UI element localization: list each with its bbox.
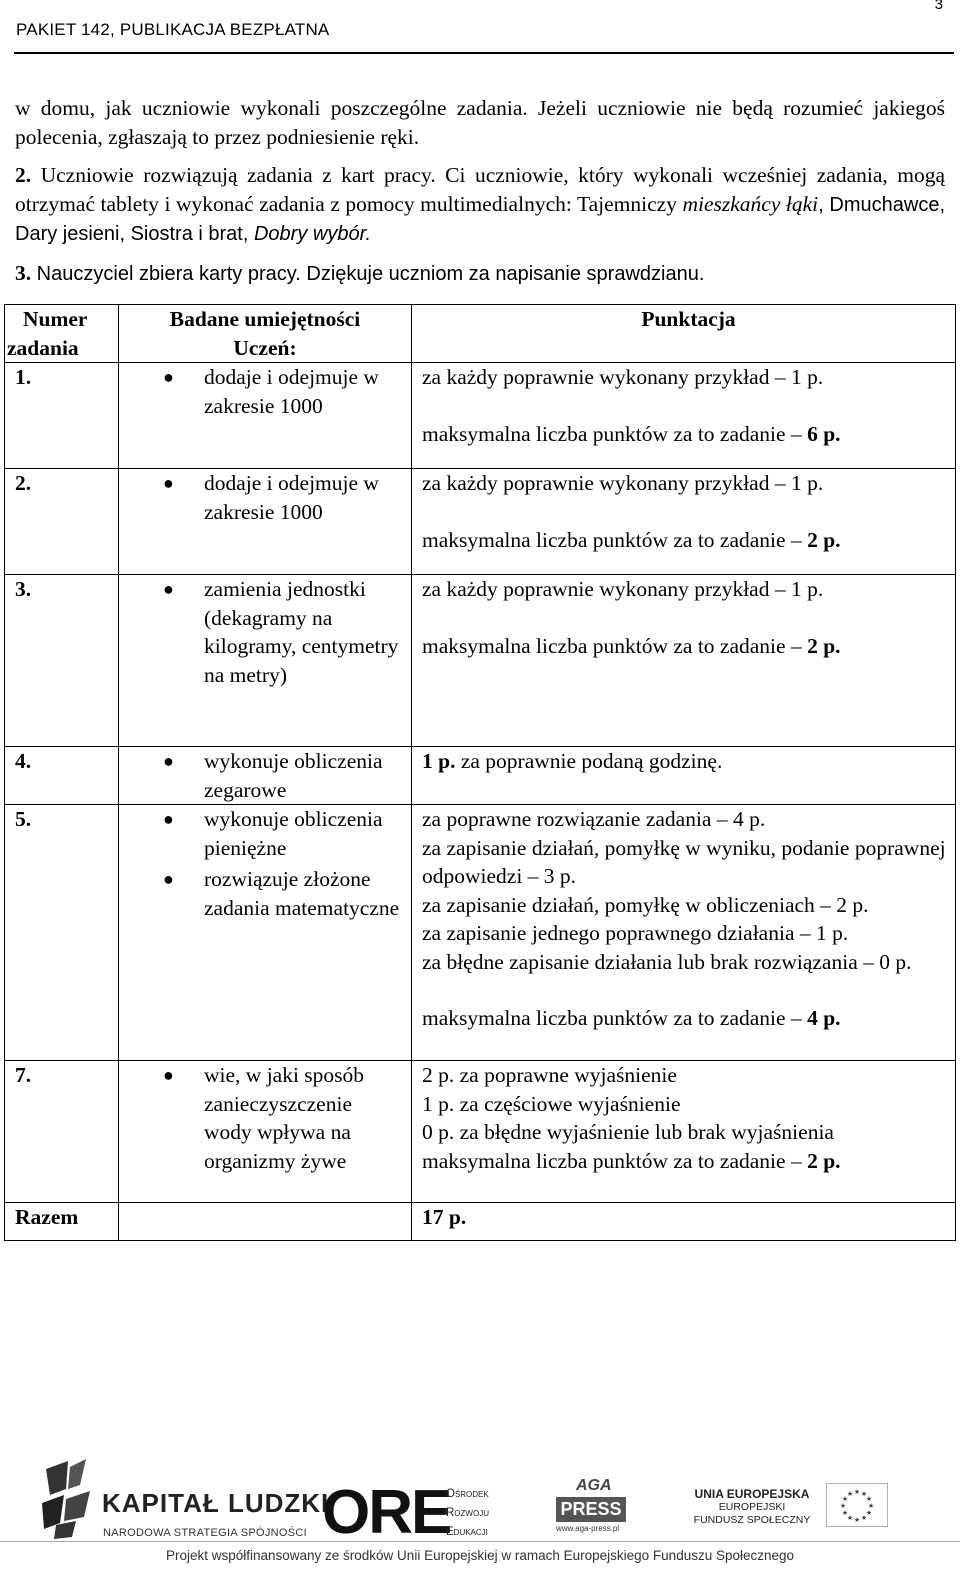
points-max xyxy=(422,526,955,555)
points-cell xyxy=(412,469,956,575)
svg-text:★: ★ xyxy=(860,1490,868,1498)
eu-text-line3: FUNDUSZ SPOŁECZNY xyxy=(693,1514,811,1526)
points-line: za poprawnie podaną godzinę. xyxy=(455,749,723,773)
max-value: 2 p. xyxy=(807,633,841,658)
aga-logo-box: PRESS xyxy=(556,1497,626,1522)
header-skills-line2: Uczeń: xyxy=(233,335,297,360)
aga-press-logo xyxy=(556,1477,632,1549)
max-value: 2 p. xyxy=(807,1148,841,1173)
points-line: za poprawne rozwiązanie zadania – 4 p. xyxy=(422,807,766,831)
skill-item xyxy=(119,747,411,804)
header-skills-line1: Badane umiejętności xyxy=(169,307,361,331)
table-row xyxy=(5,469,956,575)
skill-item xyxy=(119,363,411,420)
header-task-number xyxy=(5,305,119,363)
total-label: Razem xyxy=(5,1203,119,1241)
ore-name-line1: Ośrodek xyxy=(446,1488,489,1500)
svg-text:★: ★ xyxy=(853,1516,861,1524)
total-empty xyxy=(119,1203,412,1241)
bullet-icon: ● xyxy=(163,751,174,771)
points-line: 2 p. za poprawne wyjaśnienie xyxy=(422,1063,677,1087)
task-number: 2. xyxy=(5,469,119,575)
table-row xyxy=(5,805,956,1061)
bullet-icon: ● xyxy=(163,809,174,829)
skills-cell xyxy=(119,747,412,805)
points-line: za błędne zapisanie działania lub brak rozwiązania – 0 p. xyxy=(422,949,912,974)
page-header-title: PAKIET 142, PUBLIKACJA BEZPŁATNA xyxy=(16,20,330,39)
points-max xyxy=(422,1147,955,1176)
ore-name xyxy=(446,1485,489,1542)
points-cell xyxy=(412,805,956,1061)
max-text: maksymalna liczba punktów za to zadanie – xyxy=(422,1148,808,1173)
paragraph-2-italic-1: mieszkańcy łąki xyxy=(682,191,819,216)
skill-text: wykonuje obliczenia pieniężne xyxy=(204,807,383,860)
scoring-table xyxy=(4,304,956,1241)
paragraph-3-text: Nauczyciel zbiera karty pracy. Dziękuje uczniom za napisanie sprawdzianu. xyxy=(31,262,705,285)
svg-text:★: ★ xyxy=(865,1495,873,1503)
kapital-ludzki-logo-icon xyxy=(40,1459,98,1539)
bullet-icon: ● xyxy=(163,473,174,493)
paragraph-2 xyxy=(15,161,945,249)
svg-text:★: ★ xyxy=(867,1502,875,1510)
skill-text: wie, w jaki sposób zanieczyszczenie wody wpływa na organizmy żywe xyxy=(204,1063,365,1173)
skill-text: dodaje i odejmuje w zakresie 1000 xyxy=(204,365,379,418)
svg-text:★: ★ xyxy=(846,1490,854,1498)
paragraph-2-text: Uczniowie rozwiązują zadania z kart pracy. Ci uczniowie, który wykonali wcześniej zadania, mogą otrzymać tablety i wykonać zadania z pomocy multimedialnych: Tajemniczy xyxy=(15,163,945,216)
task-number: 7. xyxy=(5,1061,119,1203)
header-number-line2: zadania xyxy=(7,335,79,360)
skills-cell xyxy=(119,575,412,747)
footer-caption: Projekt współfinansowany ze środków Unii Europejskiej w ramach Europejskiego Funduszu Społecznego xyxy=(165,1548,795,1563)
skill-item xyxy=(119,575,411,689)
points-line: za każdy poprawnie wykonany przykład – 1 p. xyxy=(422,471,824,495)
skill-item xyxy=(119,865,411,922)
bullet-icon: ● xyxy=(163,367,174,387)
table-total-row xyxy=(5,1203,956,1241)
paragraph-2-mid: , Dmuchawce, Dary jesieni, Siostra i brat, xyxy=(15,193,945,245)
points-line: za zapisanie działań, pomyłkę w obliczeniach – 2 p. xyxy=(422,892,869,917)
table-row xyxy=(5,747,956,805)
task-number: 1. xyxy=(5,363,119,469)
points-line: za każdy poprawnie wykonany przykład – 1 p. xyxy=(422,577,824,601)
ore-name-line2: Rozwoju xyxy=(446,1507,489,1519)
svg-text:★: ★ xyxy=(853,1488,861,1496)
kapital-ludzki-subtitle: NARODOWA STRATEGIA SPÓJNOŚCI xyxy=(103,1527,307,1539)
skill-text: wykonuje obliczenia zegarowe xyxy=(204,749,383,802)
points-max xyxy=(422,632,955,661)
skill-text: rozwiązuje złożone zadania matematyczne xyxy=(204,867,400,920)
bullet-icon: ● xyxy=(163,579,174,599)
eu-flag-icon xyxy=(826,1483,888,1527)
task-number: 4. xyxy=(5,747,119,805)
body-text xyxy=(15,94,945,288)
bullet-icon: ● xyxy=(163,869,174,889)
points-cell xyxy=(412,1061,956,1203)
table-row xyxy=(5,575,956,747)
points-line: za zapisanie działań, pomyłkę w wyniku, podanie poprawnej odpowiedzi – 3 p. xyxy=(422,835,946,888)
skill-item xyxy=(119,805,411,862)
skills-cell xyxy=(119,363,412,469)
table-row xyxy=(5,1061,956,1203)
max-value: 2 p. xyxy=(807,527,841,552)
skill-item xyxy=(119,469,411,526)
skills-cell xyxy=(119,805,412,1061)
points-line: za każdy poprawnie wykonany przykład – 1 p. xyxy=(422,365,824,389)
kapital-ludzki-title: KAPITAŁ LUDZKI xyxy=(102,1488,330,1518)
skills-cell xyxy=(119,1061,412,1203)
svg-text:★: ★ xyxy=(841,1495,849,1503)
skills-cell xyxy=(119,469,412,575)
points-max xyxy=(422,420,955,449)
ore-logo-text: ORE xyxy=(322,1478,451,1547)
skill-text: dodaje i odejmuje w zakresie 1000 xyxy=(204,471,379,524)
points-max xyxy=(422,1004,955,1033)
svg-text:★: ★ xyxy=(839,1502,847,1510)
max-text: maksymalna liczba punktów za to zadanie – xyxy=(422,421,808,446)
max-text: maksymalna liczba punktów za to zadanie – xyxy=(422,1006,808,1030)
ore-name-line3: Edukacji xyxy=(446,1526,488,1538)
paragraph-2-italic-2: Dobry wybór. xyxy=(253,223,372,245)
footer xyxy=(0,1455,960,1570)
skill-item xyxy=(119,1061,411,1175)
task-number: 5. xyxy=(5,805,119,1061)
points-line: 1 p. za częściowe wyjaśnienie xyxy=(422,1091,681,1116)
task-number: 3. xyxy=(5,575,119,747)
points-cell xyxy=(412,363,956,469)
header-skills xyxy=(119,305,412,363)
page-number: 3 xyxy=(934,0,943,13)
eu-text-line1: UNIA EUROPEJSKA xyxy=(694,1487,810,1501)
max-text: maksymalna liczba punktów za to zadanie – xyxy=(422,633,808,658)
skill-text: zamienia jednostki (dekagramy na kilogramy, centymetry na metry) xyxy=(204,577,399,687)
svg-text:★: ★ xyxy=(846,1514,854,1522)
max-value: 4 p. xyxy=(807,1006,841,1030)
header-divider xyxy=(14,52,954,54)
header-number-line1: Numer xyxy=(23,307,88,331)
paragraph-2-number: 2. xyxy=(15,163,32,187)
aga-logo-url: www.aga-press.pl xyxy=(556,1524,620,1533)
header-points: Punktacja xyxy=(412,305,956,363)
points-line: 0 p. za błędne wyjaśnienie lub brak wyjaśnienia xyxy=(422,1120,834,1144)
bullet-icon: ● xyxy=(163,1065,174,1085)
paragraph-1: w domu, jak uczniowie wykonali poszczególne zadania. Jeżeli uczniowie nie będą rozumieć jakiegoś polecenia, zgłaszają to przez podniesienie ręki. xyxy=(15,96,945,149)
points-cell xyxy=(412,575,956,747)
points-bold: 1 p. xyxy=(422,749,456,773)
svg-text:★: ★ xyxy=(865,1509,873,1517)
paragraph-3-number: 3. xyxy=(15,260,32,285)
eu-text-line2: EUROPEJSKI xyxy=(718,1501,786,1513)
max-text: maksymalna liczba punktów za to zadanie – xyxy=(422,527,808,552)
aga-logo-top: AGA xyxy=(576,1477,612,1494)
total-value: 17 p. xyxy=(412,1203,956,1241)
points-line: za zapisanie jednego poprawnego działania – 1 p. xyxy=(422,921,849,945)
eu-text xyxy=(682,1487,822,1527)
paragraph-3 xyxy=(15,259,945,289)
table-row xyxy=(5,363,956,469)
svg-text:★: ★ xyxy=(841,1509,849,1517)
max-value: 6 p. xyxy=(807,421,841,446)
table-header-row xyxy=(5,305,956,363)
svg-text:★: ★ xyxy=(860,1514,868,1522)
points-cell xyxy=(412,747,956,805)
